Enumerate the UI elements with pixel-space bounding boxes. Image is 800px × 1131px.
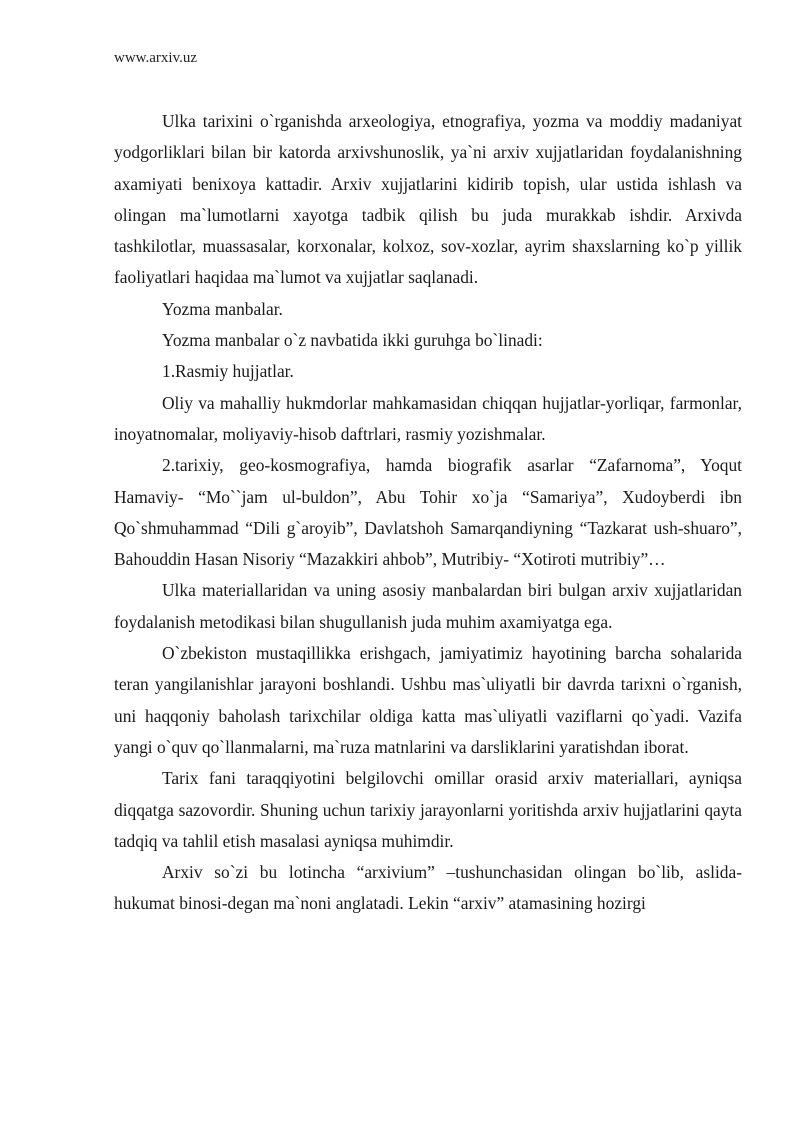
- paragraph: Arxiv so`zi bu lotincha “arxivium” –tushunchasidan olingan bo`lib, aslida-hukumat binosi-degan ma`noni anglatadi. Lekin “arxiv” atamasining hozirgi: [114, 862, 742, 914]
- paragraph: Oliy va mahalliy hukmdorlar mahkamasidan chiqqan hujjatlar-yorliqar, farmonlar, inoyatnomalar, moliyaviy-hisob daftrlari, rasmiy yozishmalar.: [114, 392, 742, 444]
- paragraph: Ulka tarixini o`rganishda arxeologiya, etnografiya, yozma va moddiy madaniyat yodgorliklari bilan bir katorda arxivshunoslik, ya`ni arxiv xujjatlaridan foydalanishning axamiyati benixoya kattadir. Arxiv xujjatlarini kidirib topish, ular ustida ishlash va olingan ma`lumotlarni xayotga tadbik qilish bu juda murakkab ishdir. Arxivda tashkilotlar, muassasalar, korxonalar, kolxoz, sov-xozlar, ayrim shaxslarning ko`p yillik faoliyatlari haqidaa ma`lumot va xujjatlar saqlanadi.: [114, 111, 742, 288]
- site-header[interactable]: www.arxiv.uz: [114, 50, 198, 66]
- list-heading: 1.Rasmiy hujjatlar.: [162, 361, 294, 382]
- paragraph: Yozma manbalar o`z navbatida ikki guruhga bo`linadi:: [162, 330, 543, 351]
- paragraph: 2.tarixiy, geo-kosmografiya, hamda biografik asarlar “Zafarnoma”, Yoqut Hamaviy- “Mo``jam ul-buldon”, Abu Tohir xo`ja “Samariya”, Xudoyberdi ibn Qo`shmuhammad “Dili g`aroyib”, Davlatshoh Samarqandiyning “Tazkarat ush-shuaro”, Bahouddin Hasan Nisoriy “Mazakkiri ahbob”, Mutribiy- “Xotiroti mutribiy”…: [114, 455, 742, 570]
- document-body: [114, 106, 742, 920]
- paragraph: O`zbekiston mustaqillikka erishgach, jamiyatimiz hayotining barcha sohalarida teran yangilanishlar jarayoni boshlandi. Ushbu mas`uliyatli bir davrda tarixni o`rganish, uni haqqoniy baholash tarixchilar oldiga katta mas`uliyatli vaziflarni qo`yadi. Vazifa yangi o`quv qo`llanmalarni, ma`ruza matnlarini va darsliklarini yaratishdan iborat.: [114, 643, 742, 757]
- paragraph: Ulka materiallaridan va uning asosiy manbalardan biri bulgan arxiv xujjatlaridan foydalanish metodikasi bilan shugullanish juda muhim axamiyatga ega.: [114, 580, 742, 632]
- paragraph: Tarix fani taraqqiyotini belgilovchi omillar orasid arxiv materiallari, ayniqsa diqqatga sazovordir. Shuning uchun tarixiy jarayonlarni yoritishda arxiv hujjatlarini qayta tadqiq va tahlil etish masalasi ayniqsa muhimdir.: [114, 768, 742, 851]
- section-heading: Yozma manbalar.: [162, 298, 283, 319]
